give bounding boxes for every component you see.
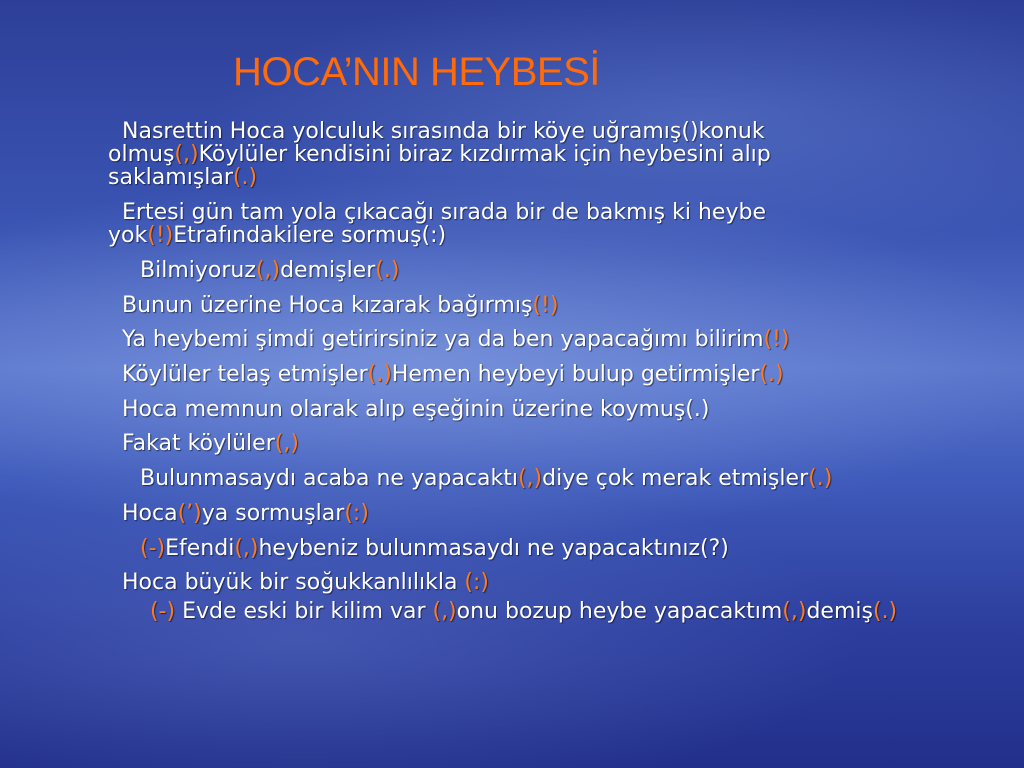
punctuation-mark: (!)	[147, 223, 174, 248]
story-line	[108, 537, 908, 572]
punctuation-mark: (.)	[808, 466, 833, 492]
text-segment: Efendi	[165, 535, 235, 561]
text-segment: ya sormuşlar	[201, 500, 345, 526]
text-segment: onu bozup heybe yapacaktım	[456, 598, 783, 624]
text-segment: demişler	[280, 258, 376, 283]
text-segment: Köylüler telaş etmişler	[122, 362, 368, 388]
punctuation-mark: (.)	[759, 362, 784, 388]
story-line	[108, 328, 908, 363]
story-line	[108, 432, 908, 467]
story-line	[108, 259, 908, 294]
text-segment: Hemen heybeyi bulup getirmişler	[391, 362, 760, 388]
text-segment: Köylüler kendisini biraz kızdırmak için heybesini alıp saklamışlar	[108, 142, 771, 190]
story-line	[108, 363, 908, 398]
text-segment: Bunun üzerine Hoca kızarak bağırmış	[122, 292, 533, 318]
punctuation-mark: (:)	[344, 500, 369, 526]
paragraph-1	[108, 120, 908, 201]
punctuation-mark: (!)	[532, 292, 559, 318]
slide-title: HOCA’NIN HEYBESİ	[233, 50, 600, 94]
punctuation-mark: (,)	[782, 598, 807, 624]
text-segment: Hoca	[122, 500, 178, 526]
text-segment: demiş	[806, 598, 873, 624]
text-segment: heybeniz bulunmasaydı ne yapacaktınız(?)	[258, 535, 729, 561]
punctuation-mark: (!)	[763, 327, 790, 353]
text-segment: Ya heybemi şimdi getirirsiniz ya da ben yapacağımı bilirim	[122, 327, 764, 353]
punctuation-mark: (.)	[375, 258, 400, 283]
punctuation-mark: (.)	[232, 165, 258, 190]
punctuation-mark: (,)	[255, 258, 281, 283]
punctuation-mark: (.)	[367, 362, 392, 388]
text-segment: Nasrettin Hoca yolculuk sırasında bir köye uğramış()konuk olmuş	[108, 119, 772, 167]
punctuation-mark: (,)	[517, 466, 543, 492]
paragraph-final	[108, 600, 908, 623]
story-line	[108, 467, 908, 502]
punctuation-mark: (,)	[174, 142, 199, 167]
punctuation-mark: (:)	[464, 570, 489, 596]
punctuation-mark: (,)	[274, 431, 299, 457]
punctuation-mark: (,)	[234, 535, 259, 561]
punctuation-mark: (.)	[872, 598, 898, 624]
punctuation-mark: (-)	[140, 535, 166, 561]
text-segment: Bilmiyoruz	[140, 258, 256, 283]
text-segment: Fakat köylüler	[122, 431, 275, 457]
story-line	[108, 294, 908, 329]
story-line	[108, 502, 908, 537]
story-line	[108, 398, 908, 433]
text-segment: Evde eski bir kilim var	[175, 598, 433, 624]
text-segment: Ertesi gün tam yola çıkacağı sırada bir de bakmış ki heybe yok	[108, 200, 773, 248]
paragraph-2	[108, 201, 908, 259]
text-segment: Bulunmasaydı acaba ne yapacaktı	[140, 466, 518, 492]
story-text	[108, 120, 908, 623]
text-segment: Etrafındakilere sormuş(:)	[173, 223, 447, 248]
text-segment: Hoca memnun olarak alıp eşeğinin üzerine koymuş(.)	[122, 396, 710, 422]
punctuation-mark: (,)	[432, 598, 457, 624]
punctuation-mark: (-)	[149, 598, 176, 624]
text-segment	[108, 599, 150, 624]
text-segment: diye çok merak etmişler	[542, 466, 809, 492]
text-segment: Hoca büyük bir soğukkanlılıkla	[122, 570, 465, 596]
punctuation-mark: (’)	[177, 500, 202, 526]
